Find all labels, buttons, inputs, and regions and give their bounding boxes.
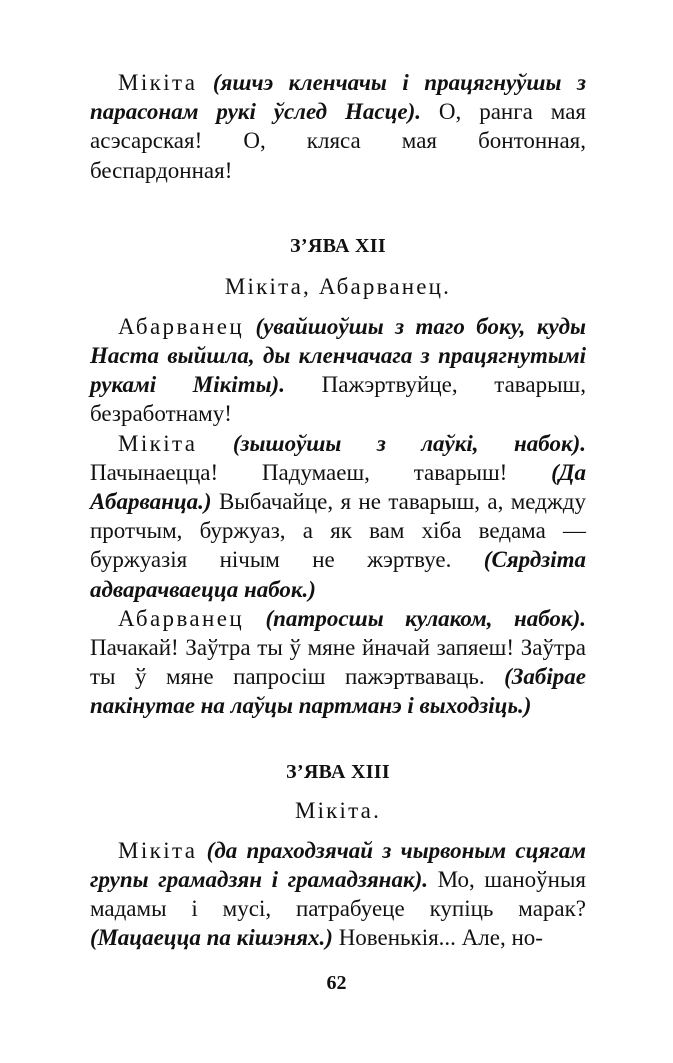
stage-direction: (Мацаецца па кішэнях.) xyxy=(90,925,333,951)
scene-cast-13: Мікіта. xyxy=(294,797,382,823)
dialogue-text: Новенькія... Але, но- xyxy=(338,925,543,951)
dialogue-text: Пачакай! Заўтра ты ў мяне йначай запяеш! Заўтра ты ў мяне папросіш пажэртваваць. xyxy=(90,635,586,690)
stage-direction: (увайшоўшы з таго боку, куды Наста выйшла, ды кленчачага з працягнутымі рукамі Мікіты). xyxy=(90,313,586,398)
speaker-name: Мікіта xyxy=(118,837,198,863)
stage-direction: (Сярдзіта адварачваецца набок.) xyxy=(90,547,586,602)
page-number: 62 xyxy=(326,972,347,994)
stage-direction: (да праходзячай з чырвоным сцягам групы грамадзян і грамадзянак). xyxy=(90,837,587,892)
dialogue-block-2 xyxy=(90,312,586,429)
dialogue-text: Пачынаецца! Падумаеш, таварыш! xyxy=(90,459,508,485)
page-content xyxy=(90,68,586,952)
dialogue-text: Выбачайце, я не таварыш, а, меджду протчым, буржуаз, а як вам хіба ведама — буржуазія нічым не жэртвуе. xyxy=(90,489,587,573)
dialogue-text: Пажэртвуйце, таварыш, безработнаму! xyxy=(90,372,586,427)
speaker-name: Абарванец xyxy=(118,313,245,339)
dialogue-block-1 xyxy=(90,68,586,185)
dialogue-block-3 xyxy=(90,429,586,604)
stage-direction: (патросшы кулаком, набок). xyxy=(265,605,586,631)
dialogue-block-4 xyxy=(90,604,586,721)
speaker-name: Мікіта xyxy=(118,430,198,456)
scene-cast-12: Мікіта, Абарванец. xyxy=(224,273,452,299)
dialogue-block-5 xyxy=(90,836,586,953)
dialogue-text: О, ранга мая асэсарская! О, кляса мая бонтонная, беспардонная! xyxy=(90,99,586,183)
speaker-name: Абарванец xyxy=(118,605,245,631)
scene-title-13: З’ЯВА XIII xyxy=(286,760,390,783)
stage-direction: (яшчэ кленчачы і працягнуўшы з парасонам рукі ўслед Насце). xyxy=(90,70,586,125)
stage-direction: (зышоўшы з лаўкі, набок). xyxy=(232,430,587,456)
scene-title-12: З’ЯВА XII xyxy=(290,234,386,257)
stage-direction: (Да Абарванца.) xyxy=(90,459,587,515)
stage-direction: (Забірае пакінутае на лаўцы партманэ і выходзіць.) xyxy=(90,664,586,719)
dialogue-text: Мо, шаноўныя мадамы і мусі, патрабуеце купіць марак? xyxy=(90,866,586,922)
speaker-name: Мікіта xyxy=(118,70,198,95)
